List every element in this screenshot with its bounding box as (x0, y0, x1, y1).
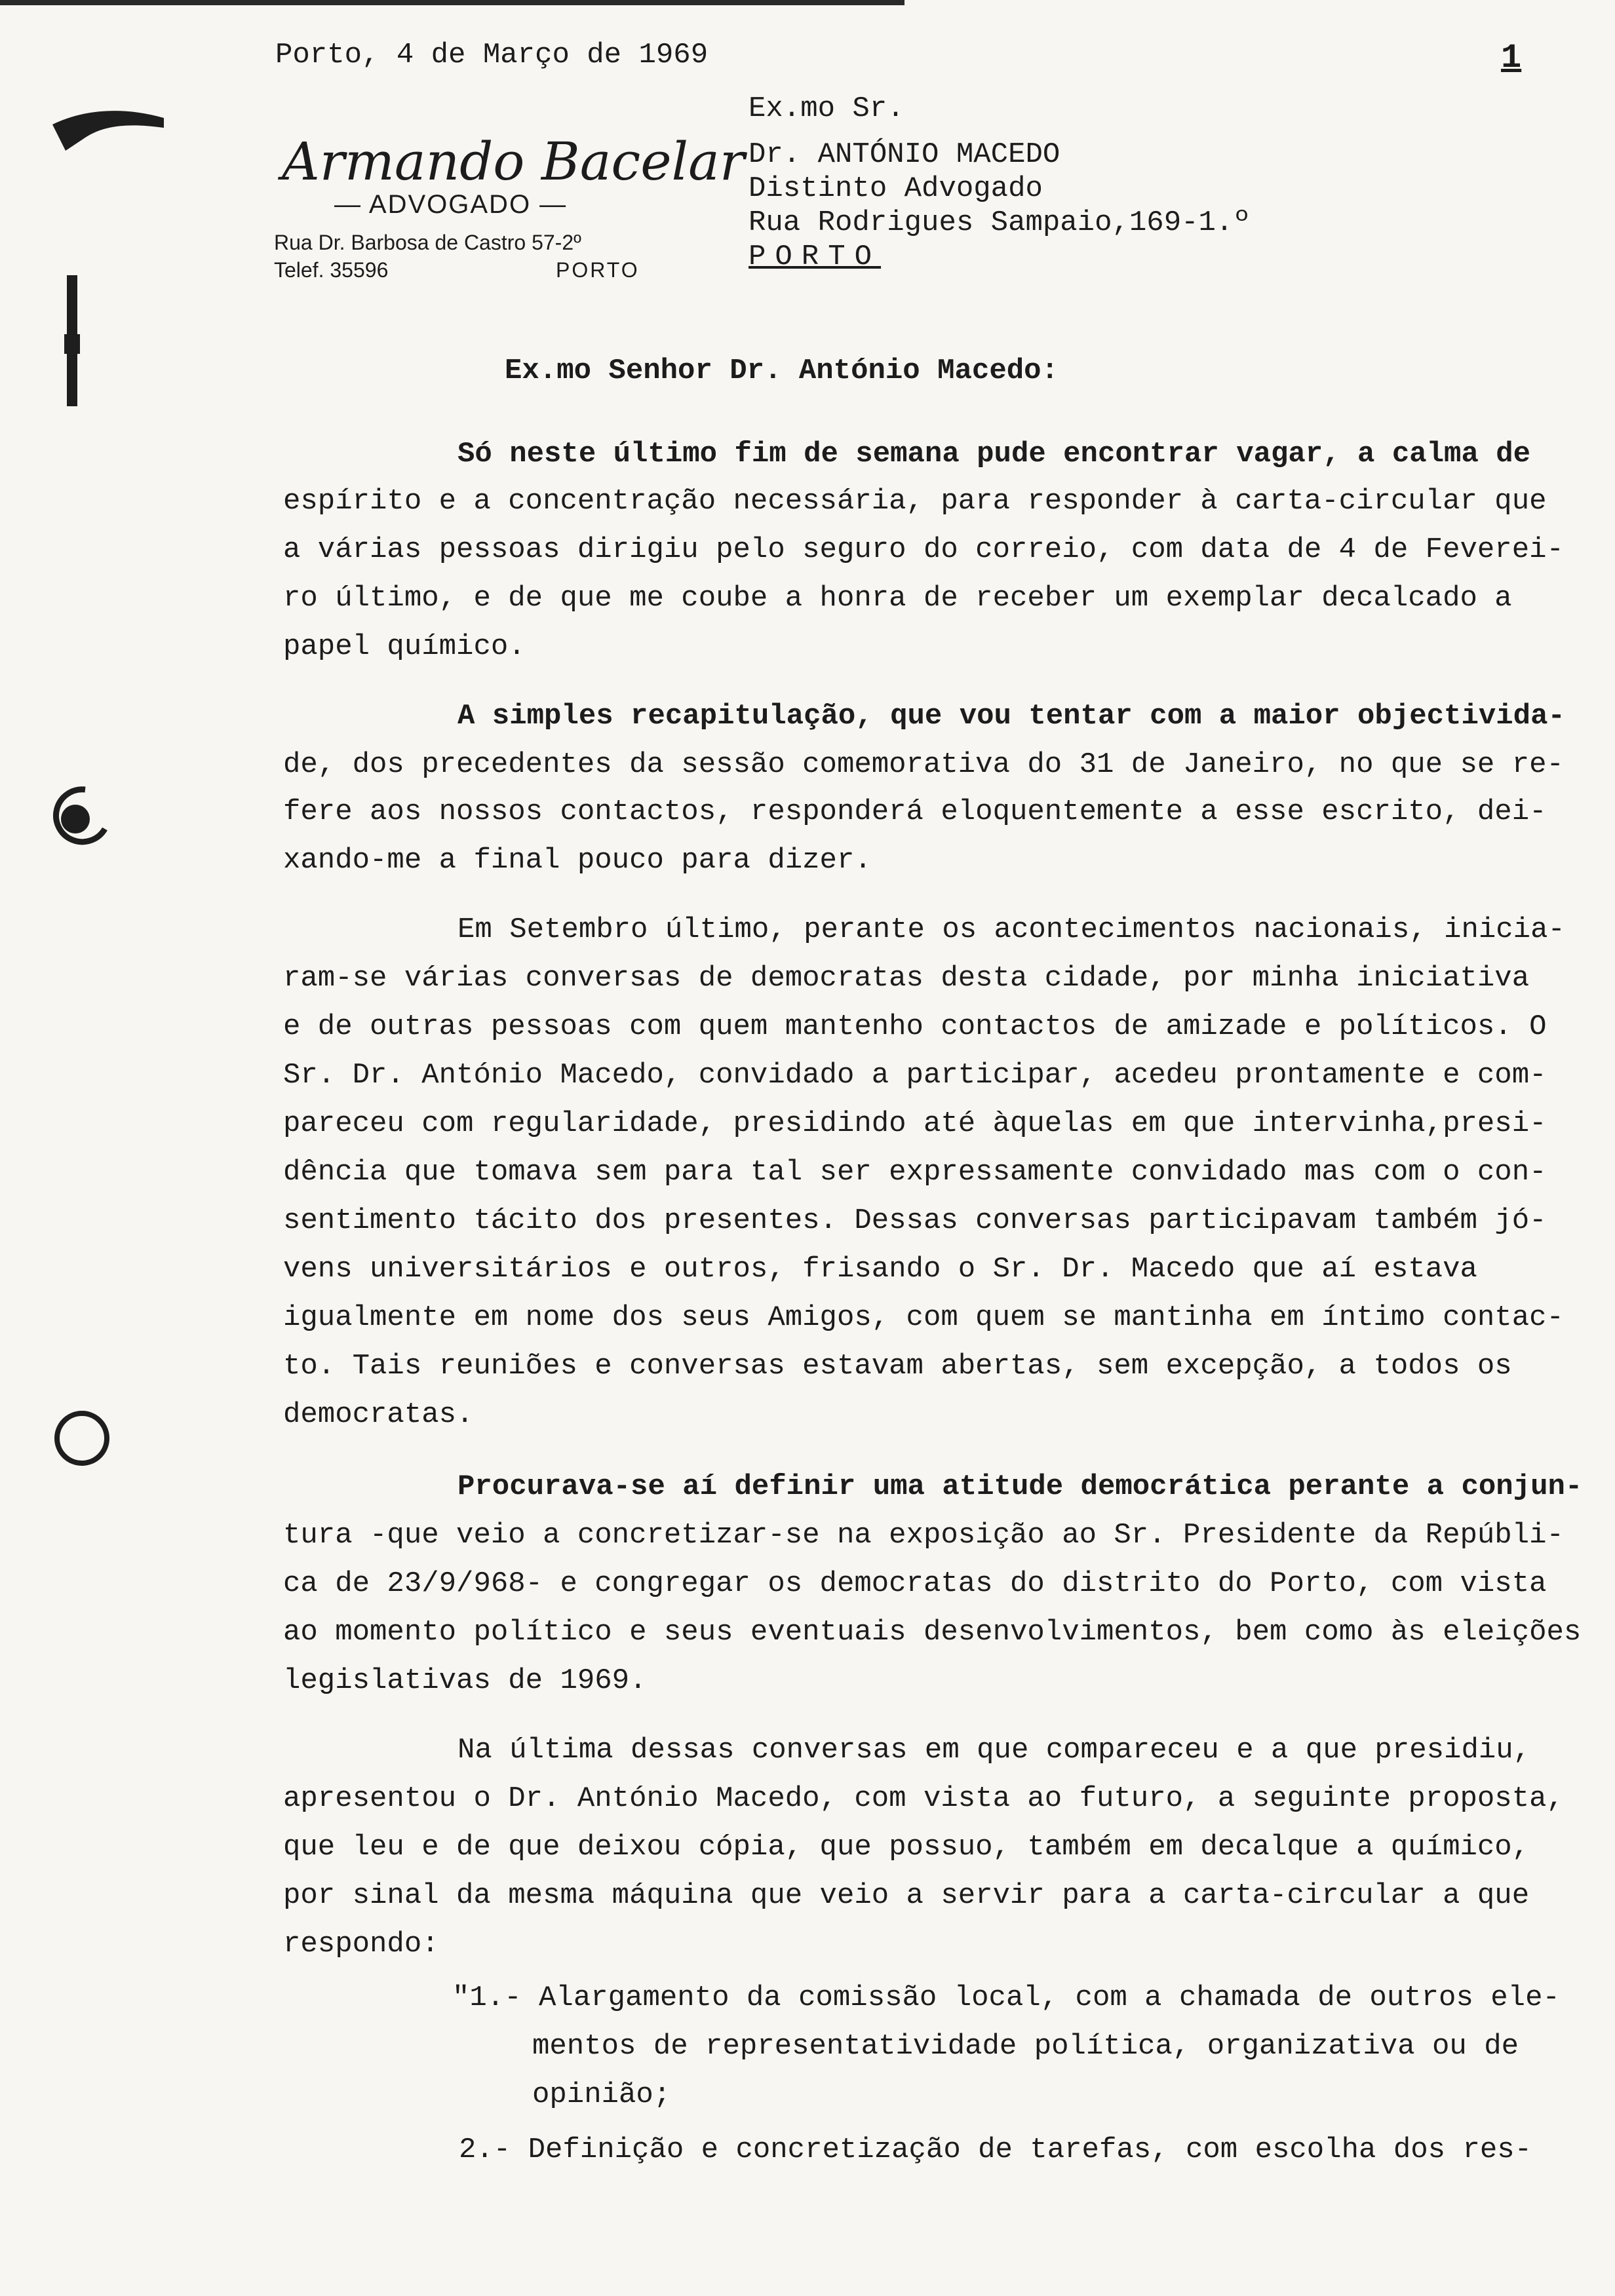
place-date: Porto, 4 de Março de 1969 (275, 39, 709, 71)
letterhead-address: Rua Dr. Barbosa de Castro 57-2º (274, 231, 581, 254)
body-line: mentos de representatividade política, organizativa ou de (532, 2030, 1519, 2063)
recipient-line: Dr. ANTÓNIO MACEDO (749, 138, 1060, 171)
recipient-line: Distinto Advogado (749, 172, 1043, 205)
body-line: ao momento político e seus eventuais desenvolvimentos, bem como às eleições (283, 1616, 1582, 1649)
body-line: sentimento tácito dos presentes. Dessas conversas participavam também jó- (283, 1204, 1547, 1237)
punch-hole-icon (46, 1402, 125, 1474)
body-line: papel químico. (283, 630, 526, 663)
body-line: tura -que veio a concretizar-se na exposição ao Sr. Presidente da Repúbli- (283, 1519, 1564, 1552)
body-line: e de outras pessoas com quem mantenho contactos de amizade e políticos. O (283, 1010, 1547, 1043)
body-line: "1.- Alargamento da comissão local, com a chamada de outros ele- (452, 1981, 1560, 2014)
recipient-line: Ex.mo Sr. (749, 92, 905, 125)
body-line: apresentou o Dr. António Macedo, com vista ao futuro, a seguinte proposta, (283, 1782, 1564, 1815)
top-border-line (0, 0, 905, 5)
body-line: Sr. Dr. António Macedo, convidado a participar, acedeu prontamente e com- (283, 1059, 1547, 1092)
body-line: vens universitários e outros, frisando o Sr. Dr. Macedo que aí estava (283, 1253, 1477, 1286)
body-line: Só neste último fim de semana pude encontrar vagar, a calma de (457, 438, 1531, 470)
body-line: que leu e de que deixou cópia, que possuo, também em decalque a químico, (283, 1831, 1530, 1864)
body-line: a várias pessoas dirigiu pelo seguro do correio, com data de 4 de Feverei- (283, 533, 1564, 566)
body-line: fere aos nossos contactos, responderá eloquentemente a esse escrito, dei- (283, 795, 1547, 828)
page-number: 1 (1501, 39, 1522, 77)
letterhead-phone: Telef. 35596 (274, 258, 389, 282)
body-line: espírito e a concentração necessária, para responder à carta-circular que (283, 485, 1547, 518)
letterhead-title: — ADVOGADO — (334, 190, 568, 219)
recipient-city: PORTO (749, 240, 882, 273)
body-line: Em Setembro último, perante os acontecimentos nacionais, inicia- (457, 913, 1565, 946)
body-line: por sinal da mesma máquina que veio a servir para a carta-circular a que (283, 1879, 1530, 1912)
body-line: respondo: (283, 1928, 439, 1961)
body-line: de, dos precedentes da sessão comemorativa do 31 de Janeiro, no que se re- (283, 748, 1564, 781)
body-line: ram-se várias conversas de democratas desta cidade, por minha iniciativa (283, 962, 1530, 995)
letterhead-name: Armando Bacelar (282, 131, 745, 192)
body-line: pareceu com regularidade, presidindo até àquelas em que intervinha,presi- (283, 1107, 1547, 1140)
body-line: legislativas de 1969. (283, 1664, 647, 1697)
recipient-line: Rua Rodrigues Sampaio,169-1.º (749, 206, 1251, 239)
body-line: dência que tomava sem para tal ser expressamente convidado mas com o con- (283, 1156, 1547, 1189)
letterhead-city: PORTO (556, 258, 640, 282)
body-line: A simples recapitulação, que vou tentar com a maior objectivida- (457, 700, 1565, 733)
punch-hole-icon (39, 780, 118, 852)
body-line: opinião; (532, 2078, 671, 2111)
body-line: igualmente em nome dos seus Amigos, com quem se mantinha em íntimo contac- (283, 1301, 1564, 1334)
body-line: ca de 23/9/968- e congregar os democratas do distrito do Porto, com vista (283, 1567, 1547, 1600)
body-line: ro último, e de que me coube a honra de receber um exemplar decalcado a (283, 582, 1512, 615)
body-line: 2.- Definição e concretização de tarefas, com escolha dos res- (459, 2133, 1532, 2166)
body-line: democratas. (283, 1398, 474, 1431)
body-line: xando-me a final pouco para dizer. (283, 844, 872, 877)
margin-ink-marks-icon (39, 98, 170, 413)
body-line: to. Tais reuniões e conversas estavam abertas, sem excepção, a todos os (283, 1350, 1512, 1383)
body-line: Na última dessas conversas em que compareceu e a que presidiu, (457, 1734, 1531, 1767)
body-line: Procurava-se aí definir uma atitude democrática perante a conjun- (457, 1470, 1583, 1503)
salutation: Ex.mo Senhor Dr. António Macedo: (505, 354, 1059, 387)
